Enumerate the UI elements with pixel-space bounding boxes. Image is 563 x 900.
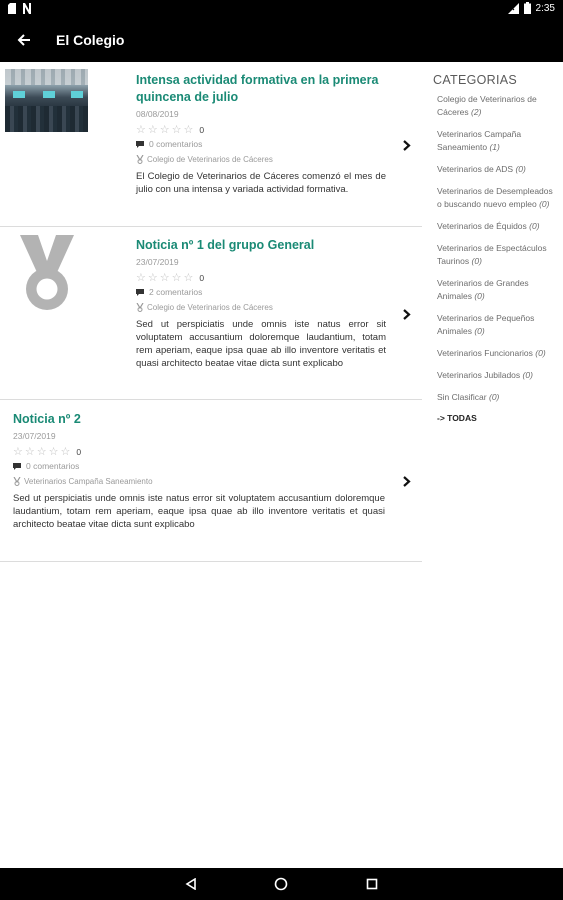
comment-icon [136,289,144,296]
comments-count: 2 comentarios [149,287,203,297]
comments-count: 0 comentarios [149,139,203,149]
news-excerpt: Sed ut perspiciatis unde omnis iste natus error sit voluptatem accusantium doloremque laudantium, totam rem aperiam, eaque ipsa quae ab illo inventore veritatis et quasi architecto beatae vitae dicta sunt explicabo [136,319,386,369]
back-button[interactable] [0,18,48,62]
home-circle-icon [274,877,288,891]
rating-value: 0 [199,125,205,135]
star-icon[interactable]: ☆ [171,123,182,136]
categories-title: CATEGORIAS [433,73,518,87]
star-icon[interactable]: ☆ [147,123,158,136]
comment-icon [136,141,144,148]
rating-row [136,272,386,284]
star-icon[interactable]: ☆ [24,445,35,458]
open-article-button[interactable] [400,307,414,321]
news-title[interactable]: Noticia nº 2 [13,412,81,426]
comments-row [136,138,386,150]
app-bar [0,18,563,62]
category-link[interactable]: Sin Clasificar (0) [437,392,500,402]
news-list [0,62,422,562]
back-triangle-icon [185,878,197,890]
open-article-button[interactable] [400,138,414,152]
category-link[interactable]: Veterinarios de Équidos (0) [437,221,540,231]
veterinary-logo-icon [16,235,78,313]
news-thumbnail [5,69,88,132]
news-date: 23/07/2019 [136,257,179,267]
star-icon[interactable]: ☆ [183,271,194,284]
nav-recents-button[interactable] [364,876,380,892]
categories-sidebar [433,73,558,423]
category-logo-icon [13,477,21,486]
nav-home-button[interactable] [273,876,289,892]
sim-card-icon [8,3,16,14]
n-notification-icon [22,3,32,14]
chevron-right-icon [403,140,411,151]
news-excerpt: Sed ut perspiciatis unde omnis iste natus error sit voluptatem accusantium doloremque laudantium, totam rem aperiam, eaque ipsa quae ab illo inventore veritatis et quasi architecto beatae vitae dicta sunt explicabo [13,493,385,530]
signal-icon [508,3,519,14]
category-link[interactable]: Veterinarios de Espectáculos Taurinos (0) [437,243,547,266]
category-link[interactable]: Veterinarios Jubilados (0) [437,370,533,380]
news-title[interactable]: Intensa actividad formativa en la primera quincena de julio [136,73,379,104]
star-icon[interactable]: ☆ [183,123,194,136]
star-icon[interactable]: ☆ [147,271,158,284]
comments-row [13,460,385,472]
news-item[interactable] [0,400,422,562]
news-item[interactable] [0,227,422,400]
category-link[interactable]: Veterinarios de Desempleados o buscando nuevo empleo (0) [437,186,553,209]
rating-value: 0 [76,447,82,457]
page-title: El Colegio [56,32,125,48]
battery-icon [524,2,531,14]
star-icon[interactable]: ☆ [159,271,170,284]
news-category: Veterinarios Campaña Saneamiento [24,477,153,486]
comment-icon [13,463,21,470]
category-logo-icon [136,303,144,312]
news-excerpt: El Colegio de Veterinarios de Cáceres comenzó el mes de julio con una intensa y variada actividad formativa. [136,171,386,195]
category-link[interactable]: Colegio de Veterinarios de Cáceres (2) [437,94,537,117]
rating-row [136,124,386,136]
news-category: Colegio de Veterinarios de Cáceres [147,303,273,312]
star-icon[interactable]: ☆ [136,271,146,284]
status-bar [0,0,563,18]
system-nav-bar [0,868,563,900]
category-row [136,303,386,312]
chevron-right-icon [403,476,411,487]
category-link[interactable]: Veterinarios Funcionarios (0) [437,348,546,358]
star-icon[interactable]: ☆ [159,123,170,136]
category-link[interactable]: Veterinarios Campaña Saneamiento (1) [437,129,522,152]
category-row [136,155,386,164]
category-link[interactable]: Veterinarios de ADS (0) [437,164,526,174]
chevron-right-icon [403,309,411,320]
news-title[interactable]: Noticia nº 1 del grupo General [136,238,315,252]
comments-count: 0 comentarios [26,461,80,471]
recents-square-icon [366,878,378,890]
star-rating[interactable] [136,125,193,136]
star-rating[interactable] [136,273,193,284]
all-categories-link[interactable]: -> TODAS [437,413,477,423]
category-row [13,477,385,486]
rating-value: 0 [199,273,205,283]
star-rating[interactable] [13,447,70,458]
open-article-button[interactable] [400,474,414,488]
star-icon[interactable]: ☆ [48,445,59,458]
news-date: 08/08/2019 [136,109,179,119]
star-icon[interactable]: ☆ [36,445,47,458]
nav-back-button[interactable] [183,876,199,892]
star-icon[interactable]: ☆ [136,123,146,136]
rating-row [13,446,385,458]
category-link[interactable]: Veterinarios de Pequeños Animales (0) [437,313,535,336]
star-icon[interactable]: ☆ [60,445,71,458]
news-date: 23/07/2019 [13,431,56,441]
news-category: Colegio de Veterinarios de Cáceres [147,155,273,164]
news-item[interactable] [0,62,422,227]
star-icon[interactable]: ☆ [13,445,23,458]
arrow-back-icon [17,33,31,47]
clock: 2:35 [535,2,555,14]
main-content [0,62,563,868]
star-icon[interactable]: ☆ [171,271,182,284]
category-link[interactable]: Veterinarios de Grandes Animales (0) [437,278,529,301]
category-logo-icon [136,155,144,164]
comments-row [136,286,386,298]
